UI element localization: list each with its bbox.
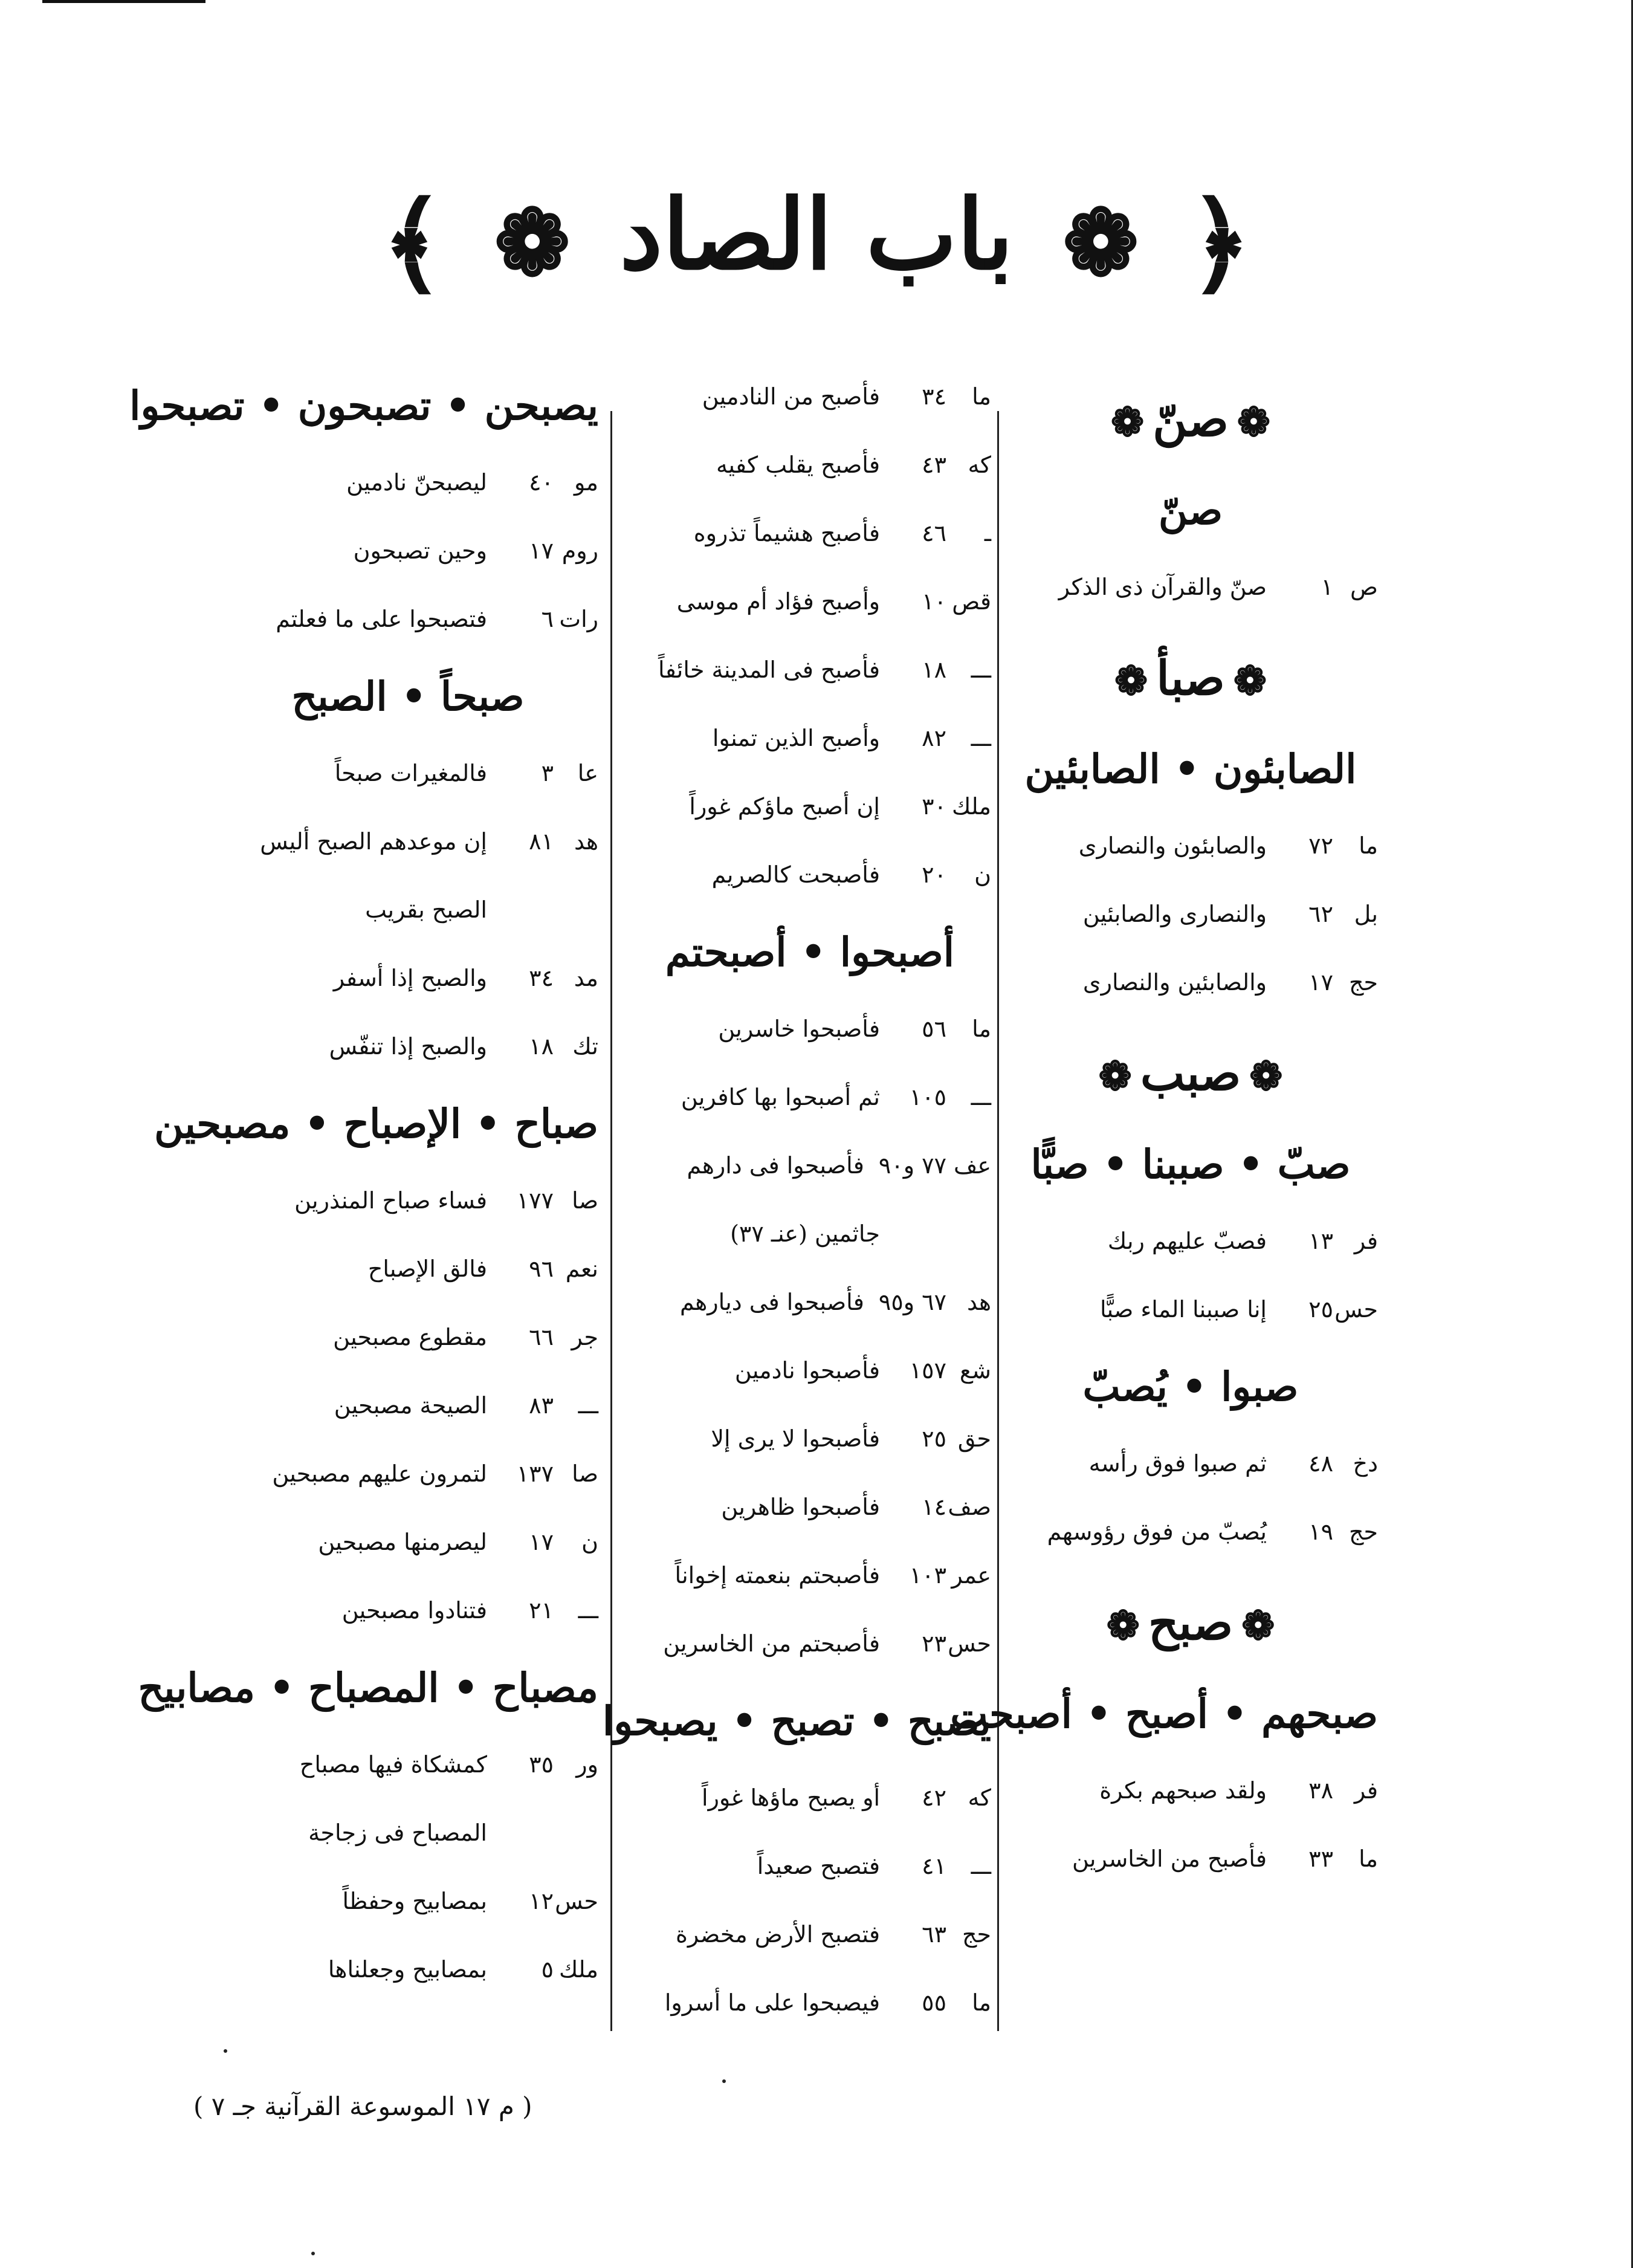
index-entry (218, 1731, 598, 1799)
verse-number: ٦ (541, 606, 554, 632)
verse-excerpt: فصبّ عليهم ربك (1107, 1228, 1267, 1254)
verse-number: ٥٥ (922, 1989, 946, 2016)
index-entry (218, 1936, 598, 2004)
index-entry (1003, 1825, 1378, 1893)
verse-number: ٥ (541, 1956, 554, 1983)
index-entry (629, 841, 991, 909)
sura-abbreviation: هد (967, 1289, 991, 1315)
verse-excerpt: إن أصبح ماؤكم غوراً (689, 793, 880, 820)
verse-number: ١٠ (922, 588, 946, 615)
verse-excerpt: والصبح إذا تنفّس (329, 1033, 487, 1060)
index-entry (629, 1063, 991, 1132)
sura-abbreviation: مو (574, 469, 598, 496)
index-entry (629, 1405, 991, 1473)
verse-number: ١٨ (922, 656, 946, 683)
sura-abbreviation: ـ (984, 520, 991, 546)
verse-number: ٦٢ (1308, 901, 1333, 927)
index-entry (218, 808, 598, 876)
index-entry (1003, 1275, 1378, 1344)
verse-number: ١ (1321, 574, 1333, 600)
verse-excerpt: ليصرمنها مصبحين (318, 1529, 487, 1555)
sura-abbreviation: ن (974, 861, 991, 888)
index-entry (218, 1440, 598, 1508)
sura-abbreviation: هد (574, 828, 598, 855)
index-entry (218, 1372, 598, 1440)
verse-number: ١٥٧ (909, 1357, 946, 1384)
verse-number: ٩٦ (529, 1256, 554, 1282)
sura-abbreviation: روم (561, 537, 598, 564)
verse-number: ١٧ (529, 537, 554, 564)
index-entry (218, 944, 598, 1012)
index-entry (629, 1132, 991, 1200)
index-entry (629, 1832, 991, 1900)
verse-number: ٧٢ (1308, 832, 1333, 859)
sura-abbreviation: فر (1354, 1228, 1378, 1254)
flower-ornament-icon: ❁ (1106, 1602, 1140, 1649)
verse-number: ٨٢ (922, 725, 946, 751)
sura-abbreviation: صف (948, 1494, 991, 1520)
sura-abbreviation: ـــ (971, 1084, 991, 1110)
sura-abbreviation: ما (972, 1016, 991, 1042)
sura-abbreviation: ص (1350, 574, 1378, 600)
verse-number: ٦٦ (529, 1324, 554, 1350)
scan-edge-mark (42, 0, 205, 3)
verse-excerpt: فيصبحوا على ما أسروا (664, 1989, 880, 2016)
verse-excerpt: لتمرون عليهم مصبحين (272, 1460, 487, 1487)
verse-excerpt: فتنادوا مصبحين (341, 1597, 487, 1624)
verse-excerpt: فأصبحوا ظاهرين (721, 1494, 880, 1520)
root-heading-text: صبب (1140, 1046, 1241, 1101)
index-entry (629, 568, 991, 636)
verse-excerpt: كمشكاة فيها مصباح (299, 1751, 487, 1778)
sura-abbreviation: مد (574, 965, 598, 991)
verse-excerpt: صنّ والقرآن ذى الذكر (1058, 574, 1267, 600)
flower-ornament-icon: ❁ (1241, 1602, 1275, 1649)
sura-abbreviation: ـــ (578, 1392, 598, 1419)
chapter-title-text: باب الصاد (619, 178, 1014, 291)
sura-abbreviation: قص (952, 588, 991, 615)
verse-continuation: جاثمين (عنـ ٣٧) (730, 1220, 880, 1247)
sura-abbreviation: حق (957, 1425, 991, 1452)
verse-number: ٦٣ (922, 1921, 946, 1948)
sura-abbreviation: كه (968, 1784, 991, 1811)
verse-excerpt: وأصبح فؤاد أم موسى (676, 588, 880, 615)
verse-number: ١٧٧ (516, 1187, 554, 1214)
verse-number: ٣٤ (922, 383, 946, 410)
verse-excerpt: ليصبحنّ نادمين (346, 469, 487, 496)
verse-excerpt: فأصبح من الخاسرين (1072, 1845, 1267, 1872)
verse-number: ٨٣ (529, 1392, 554, 1419)
index-entry (218, 1235, 598, 1303)
sura-abbreviation: شع (959, 1357, 991, 1384)
verse-excerpt: بمصابيح وحفظاً (342, 1888, 487, 1914)
page-footer: ( م ١٧ الموسوعة القرآنية جـ ٧ ) (193, 2091, 532, 2121)
index-entry (629, 636, 991, 704)
sura-abbreviation: تك (572, 1033, 598, 1060)
verse-number: ٢٣ (922, 1630, 946, 1657)
index-entry (629, 704, 991, 773)
verse-excerpt: فساء صباح المنذرين (294, 1187, 487, 1214)
verse-number: ١٧ (1308, 969, 1333, 996)
sura-abbreviation: دخ (1353, 1450, 1378, 1477)
verse-excerpt: فأصبح من النادمين (702, 383, 880, 410)
root-heading-text: صبح (1148, 1596, 1234, 1651)
sura-abbreviation: عف (953, 1152, 991, 1179)
index-entry (629, 1336, 991, 1405)
verse-excerpt: الصيحة مصبحين (334, 1392, 487, 1419)
index-entry (629, 773, 991, 841)
verse-excerpt: فتصبحوا على ما فعلتم (276, 606, 487, 632)
index-entry (218, 1303, 598, 1372)
flower-ornament-icon: ❁ (1110, 398, 1145, 446)
sura-abbreviation: صا (572, 1460, 598, 1487)
index-column-middle (602, 363, 991, 2031)
sura-abbreviation: جر (571, 1324, 598, 1350)
verse-excerpt: فأصبحتم بنعمته إخواناً (674, 1562, 880, 1589)
sura-abbreviation: ما (1359, 832, 1378, 859)
form-heading: صنّ (1158, 487, 1223, 534)
scan-speck (311, 2252, 315, 2255)
verse-number: ٤٦ (922, 520, 946, 546)
index-entry (218, 1012, 598, 1081)
verse-number: ١٠٣ (909, 1562, 946, 1589)
verse-number: ٤٣ (922, 452, 946, 478)
verse-excerpt: فأصبح فى المدينة خائفاً (658, 656, 880, 683)
index-entry (629, 1969, 991, 2037)
flower-ornament-icon: ❁ (1098, 1052, 1132, 1100)
verse-excerpt: فأصبحتم من الخاسرين (663, 1630, 880, 1657)
sura-abbreviation: حج (1348, 1518, 1378, 1545)
verse-excerpt: فالمغيرات صبحاً (334, 760, 487, 786)
form-heading: صبوا • يُصبّ (1082, 1363, 1299, 1410)
index-entry (629, 1610, 991, 1678)
verse-excerpt: وحين تصبحون (353, 537, 487, 564)
flower-ornament-icon: ❁ (1114, 657, 1148, 704)
sura-abbreviation: ما (972, 383, 991, 410)
verse-excerpt: ولقد صبحهم بكرة (1099, 1777, 1267, 1804)
verse-number: ١٠٥ (909, 1084, 946, 1110)
verse-excerpt: فتصبح صعيداً (757, 1853, 880, 1879)
sura-abbreviation: ـــ (971, 656, 991, 683)
verse-number: ٥٦ (922, 1016, 946, 1042)
verse-excerpt: بمصابيح وجعلناها (328, 1956, 487, 1983)
verse-number: ٤٠ (529, 469, 554, 496)
verse-number: ٣ (541, 760, 554, 786)
sura-abbreviation: حج (1348, 969, 1378, 996)
form-heading: صبحهم • أصبح • أصبحت (950, 1690, 1378, 1737)
verse-number: ١٩ (1308, 1518, 1333, 1545)
sura-abbreviation: ملك (952, 793, 991, 820)
form-heading: يصبحن • تصبحون • تصبحوا (129, 382, 598, 429)
flower-ornament-icon: ❁ (1237, 398, 1271, 446)
verse-number: ١٧ (529, 1529, 554, 1555)
column-divider (997, 411, 999, 2031)
index-entry (218, 1508, 598, 1576)
root-heading (1003, 633, 1378, 726)
index-entry (218, 585, 598, 653)
sura-abbreviation: فر (1354, 1777, 1378, 1804)
verse-number: ٨١ (529, 828, 554, 855)
index-entry (629, 499, 991, 568)
verse-number: ٤١ (922, 1853, 946, 1879)
flower-ornament-icon: ❁ (1062, 190, 1139, 296)
index-entry (629, 1473, 991, 1541)
form-heading: صباح • الإصباح • مصبحين (154, 1100, 598, 1147)
scan-speck (224, 2049, 227, 2053)
sura-abbreviation: ور (576, 1751, 598, 1778)
index-entry (1003, 553, 1378, 621)
verse-excerpt: فالق الإصباح (367, 1256, 487, 1282)
verse-excerpt: فأصبحوا نادمين (734, 1357, 880, 1384)
verse-excerpt: ثم صبوا فوق رأسه (1088, 1450, 1267, 1477)
verse-excerpt: فأصبح يقلب كفيه (716, 452, 880, 478)
index-entry (218, 1867, 598, 1936)
index-entry (629, 1764, 991, 1832)
verse-excerpt: والنصارى والصابئين (1082, 901, 1267, 927)
root-heading (1003, 375, 1378, 467)
verse-number: ١٨ (529, 1033, 554, 1060)
verse-continuation: المصباح فى زجاجة (308, 1819, 487, 1846)
verse-number: ١٣٧ (516, 1460, 554, 1487)
verse-number: ٤٢ (922, 1784, 946, 1811)
index-entry (218, 1167, 598, 1235)
scan-speck (722, 2079, 726, 2083)
column-divider (610, 411, 612, 2031)
verse-excerpt: والصابئون والنصارى (1078, 832, 1267, 859)
sura-abbreviation: حس (555, 1888, 598, 1914)
verse-number: ٣٠ (922, 793, 946, 820)
sura-abbreviation: عمر (951, 1562, 991, 1589)
verse-number: ٣٤ (529, 965, 554, 991)
verse-number: ٧٧ و٩٠ (878, 1152, 946, 1179)
verse-number: ١٢ (529, 1888, 554, 1914)
verse-excerpt: وأصبح الذين تمنوا (712, 725, 880, 751)
title-bracket-close: ﴾ (381, 179, 445, 307)
verse-excerpt: إنا صببنا الماء صبًّا (1099, 1296, 1267, 1323)
form-heading: مصباح • المصباح • مصابيح (138, 1664, 598, 1711)
sura-abbreviation: ما (1359, 1845, 1378, 1872)
verse-number: ٢١ (529, 1597, 554, 1624)
index-entry (629, 363, 991, 431)
sura-abbreviation: حس (948, 1630, 991, 1657)
chapter-title (0, 178, 1633, 307)
verse-number: ٤٨ (1308, 1450, 1333, 1477)
form-heading: الصابئون • الصابئين (1024, 745, 1357, 792)
root-heading (1003, 1029, 1378, 1121)
sura-abbreviation: ملك (559, 1956, 598, 1983)
flower-ornament-icon: ❁ (1249, 1052, 1283, 1100)
verse-excerpt: فأصبح هشيماً تذروه (693, 520, 880, 546)
sura-abbreviation: حس (1334, 1296, 1378, 1323)
sura-abbreviation: ـــ (971, 725, 991, 751)
verse-number: ٣٣ (1308, 1845, 1333, 1872)
sura-abbreviation: ما (972, 1989, 991, 2016)
root-heading-text: صنّ (1153, 392, 1229, 447)
sura-abbreviation: عا (577, 760, 598, 786)
index-entry (1003, 1207, 1378, 1275)
index-entry (1003, 948, 1378, 1017)
root-heading (1003, 1578, 1378, 1671)
index-entry (629, 431, 991, 499)
verse-excerpt: والصبح إذا أسفر (333, 965, 487, 991)
verse-excerpt: فأصبحت كالصريم (711, 861, 880, 888)
sura-abbreviation: صا (572, 1187, 598, 1214)
verse-excerpt: والصابئين والنصارى (1082, 969, 1267, 996)
form-heading: يصبح • تصبح • يصبحوا (602, 1697, 991, 1745)
index-column-left (129, 363, 598, 2031)
verse-number: ٢٠ (922, 861, 946, 888)
verse-number: ٣٨ (1308, 1777, 1333, 1804)
index-entry (1003, 880, 1378, 948)
index-entry (1003, 1757, 1378, 1825)
verse-continuation: الصبح بقريب (365, 896, 487, 923)
verse-excerpt: فأصبحوا لا يرى إلا (711, 1425, 880, 1452)
verse-number: ٢٥ (922, 1425, 946, 1452)
verse-number: ١٣ (1308, 1228, 1333, 1254)
index-entry (218, 449, 598, 517)
verse-number: ٣٥ (529, 1751, 554, 1778)
sura-abbreviation: حج (962, 1921, 991, 1948)
verse-excerpt: فأصبحوا خاسرين (718, 1016, 880, 1042)
index-entry (629, 1268, 991, 1336)
index-entry (629, 1900, 991, 1969)
verse-excerpt: مقطوع مصبحين (333, 1324, 487, 1350)
verse-excerpt: إن موعدهم الصبح أليس (260, 828, 487, 855)
sura-abbreviation: ـــ (578, 1597, 598, 1624)
verse-number: ٢٥ (1308, 1296, 1333, 1323)
sura-abbreviation: رات (559, 606, 598, 632)
verse-excerpt: فأصبحوا فى دارهم (687, 1152, 864, 1179)
verse-excerpt: يُصبّ من فوق رؤوسهم (1047, 1518, 1267, 1545)
form-heading: صبحاً • الصبح (291, 673, 525, 720)
form-heading: أصبحوا • أصبحتم (665, 928, 955, 976)
sura-abbreviation: بل (1354, 901, 1378, 927)
index-entry (218, 517, 598, 585)
index-entry (1003, 1498, 1378, 1566)
sura-abbreviation: ن (581, 1529, 598, 1555)
index-entry (629, 995, 991, 1063)
verse-number: ٦٧ و٩٥ (878, 1289, 946, 1315)
index-entry (1003, 812, 1378, 880)
form-heading: صبّ • صببنا • صبًّا (1030, 1141, 1351, 1188)
flower-ornament-icon: ❁ (494, 190, 571, 296)
verse-excerpt: أو يصبح ماؤها غوراً (702, 1784, 880, 1811)
flower-ornament-icon: ❁ (1233, 657, 1267, 704)
verse-excerpt: فتصبح الأرض مخضرة (676, 1921, 880, 1948)
sura-abbreviation: كه (968, 452, 991, 478)
verse-number: ١٤ (922, 1494, 946, 1520)
root-heading-text: صبأ (1156, 651, 1225, 706)
verse-excerpt: فأصبحوا فى ديارهم (679, 1289, 864, 1315)
sura-abbreviation: ـــ (971, 1853, 991, 1879)
index-entry (1003, 1430, 1378, 1498)
index-entry (218, 1576, 598, 1645)
index-entry (629, 1541, 991, 1610)
verse-excerpt: ثم أصبحوا بها كافرين (681, 1084, 880, 1110)
index-entry (218, 739, 598, 808)
title-bracket-open: ﴿ (1188, 179, 1252, 307)
sura-abbreviation: نعم (565, 1256, 598, 1282)
